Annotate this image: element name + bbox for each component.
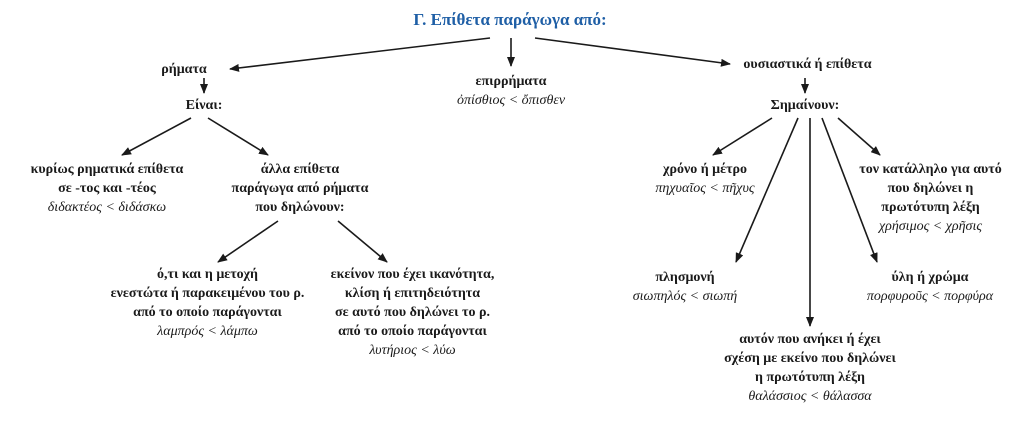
participle-example: λαμπρός < λάμπω (157, 324, 258, 339)
node-ability (300, 265, 525, 360)
adverbs-label: επιρρήματα (475, 74, 547, 89)
node-time-measure (630, 160, 780, 198)
suitable-example: χρήσιμος < χρῆσις (878, 219, 983, 234)
simainoun-label: Σημαίνουν: (770, 98, 840, 113)
node-verbal-adjectives (12, 160, 202, 217)
diagram-title-text: Γ. Επίθετα παράγωγα από: (413, 10, 607, 29)
nouns-label: ουσιαστικά ή επίθετα (743, 57, 872, 72)
arrow-einai-to-verbal-adj (122, 118, 191, 155)
material-example: πορφυροῦς < πορφύρα (866, 289, 994, 304)
node-abundance (615, 268, 755, 306)
arrow-other-to-participle (218, 221, 278, 262)
suitable-line-1: τον κατάλληλο για αυτό (859, 162, 1002, 177)
verbal-adj-line-1: κυρίως ρηματικά επίθετα (30, 162, 184, 177)
node-nouns (720, 55, 895, 74)
ability-line-3: σε αυτό που δηλώνει το ρ. (335, 305, 490, 320)
participle-line-1: ό,τι και η μετοχή (157, 267, 258, 282)
other-adj-line-3: που δηλώνουν: (255, 200, 345, 215)
node-verbs (144, 60, 224, 79)
ability-line-2: κλίση ή επιτηδειότητα (344, 286, 481, 301)
other-adj-line-2: παράγωγα από ρήματα (231, 181, 369, 196)
arrow-title-to-nouns (535, 38, 730, 64)
verbs-label: ρήματα (161, 62, 207, 77)
belongs-example: θαλάσσιος < θάλασσα (748, 389, 872, 404)
arrow-other-to-ability (338, 221, 387, 262)
node-simainoun (755, 96, 855, 115)
arrow-einai-to-other-adj (208, 118, 268, 155)
other-adj-line-1: άλλα επίθετα (260, 162, 340, 177)
material-label: ύλη ή χρώμα (891, 270, 969, 285)
participle-line-3: από το οποίο παράγονται (133, 305, 282, 320)
node-adverbs (431, 72, 591, 110)
suitable-line-3: πρωτότυπη λέξη (881, 200, 980, 215)
ability-line-4: από το οποίο παράγονται (338, 324, 487, 339)
verbal-adj-line-2: σε -τος και -τέος (58, 181, 156, 196)
time-label: χρόνο ή μέτρο (662, 162, 748, 177)
arrow-title-to-verbs (230, 38, 490, 69)
time-example: πηχυαῖος < πῆχυς (655, 181, 755, 196)
node-material-color (845, 268, 1015, 306)
ability-line-1: εκείνον που έχει ικανότητα, (330, 267, 495, 282)
arrow-to-suitable (838, 118, 880, 155)
node-einai (164, 96, 244, 115)
belongs-line-1: αυτόν που ανήκει ή έχει (739, 332, 881, 347)
suitable-line-2: που δηλώνει η (887, 181, 974, 196)
belongs-line-2: σχέση με εκείνο που δηλώνει (724, 351, 896, 366)
abundance-example: σιωπηλός < σιωπή (632, 289, 738, 304)
ability-example: λυτήριος < λύω (369, 343, 456, 358)
abundance-label: πλησμονή (655, 270, 715, 285)
participle-line-2: ενεστώτα ή παρακειμένου του ρ. (110, 286, 305, 301)
einai-label: Είναι: (185, 98, 223, 113)
node-belongs (695, 330, 925, 406)
node-other-adjectives (205, 160, 395, 217)
diagram-title (360, 9, 660, 31)
verbal-adj-example: διδακτέος < διδάσκω (47, 200, 167, 215)
node-suitable (838, 160, 1023, 236)
arrow-to-time (713, 118, 772, 155)
adverbs-example: ὀπίσθιος < ὄπισθεν (456, 93, 566, 108)
belongs-line-3: η πρωτότυπη λέξη (755, 370, 865, 385)
